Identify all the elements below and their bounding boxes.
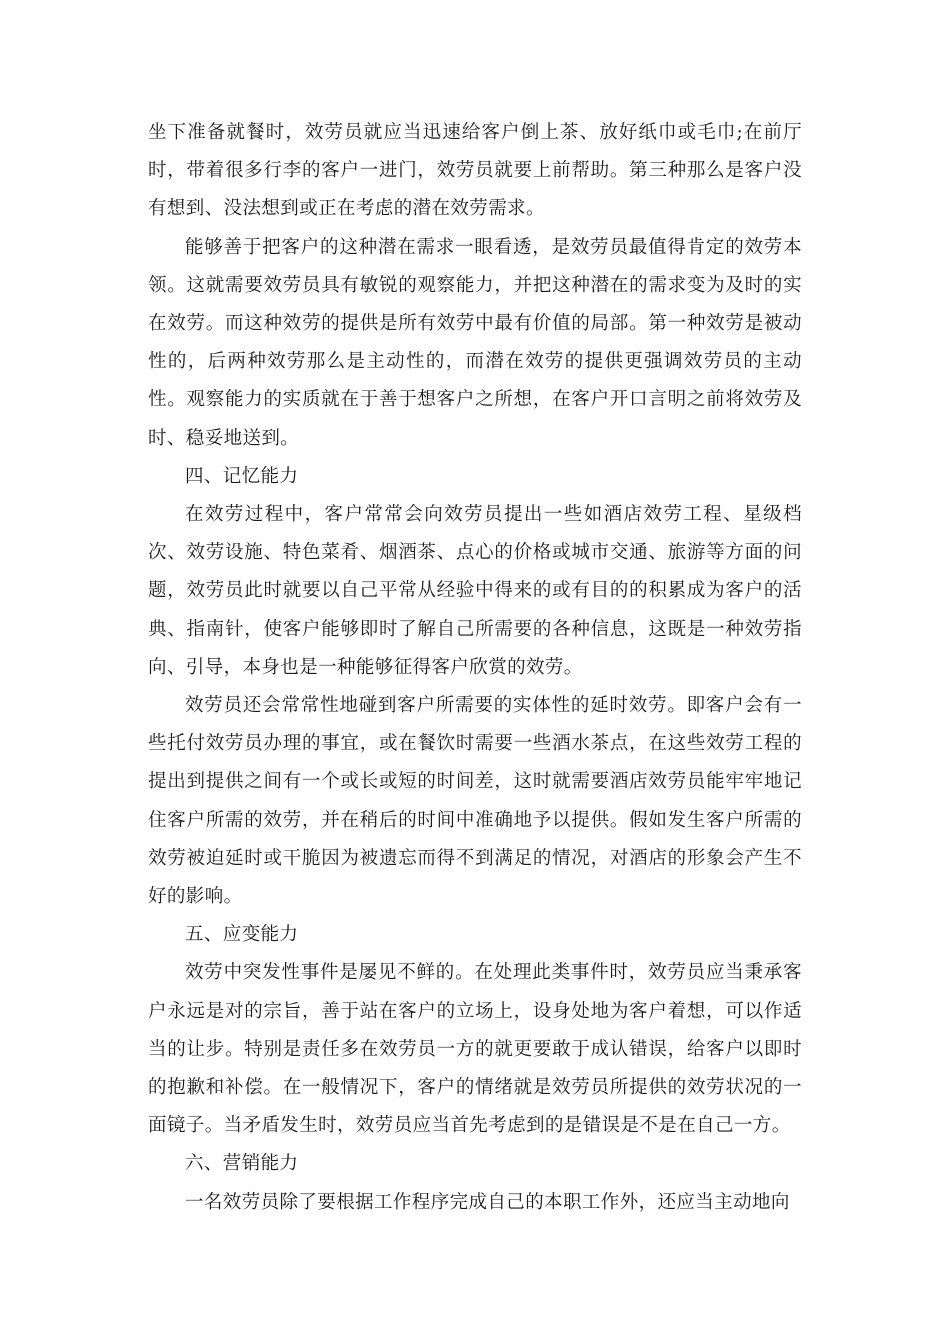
section-heading-memory: 四、记忆能力: [185, 465, 299, 487]
document-body: [148, 114, 802, 1222]
paragraph-adaptability: 效劳中突发性事件是屡见不鲜的。在处理此类事件时，效劳员应当秉承客户永远是对的宗旨，善于站在客户的立场上，设身处地为客户着想，可以作适当的让步。特别是责任多在效劳员一方的就更要敢于成认错误，给客户以即时的抱歉和补偿。在一般情况下，客户的情绪就是效劳员所提供的效劳状况的一面镜子。当矛盾发生时，效劳员应当首先考虑到的是错误是不是在自己一方。: [148, 962, 802, 1137]
paragraph-marketing: 一名效劳员除了要根据工作程序完成自己的本职工作外，还应当主动地向: [185, 1191, 790, 1213]
section-heading-marketing: 六、营销能力: [185, 1153, 299, 1175]
paragraph-continuation: 坐下准备就餐时，效劳员就应当迅速给客户倒上茶、放好纸巾或毛巾;在前厅时，带着很多行李的客户一进门，效劳员就要上前帮助。第三种那么是客户没有想到、没法想到或正在考虑的潜在效劳需求。: [148, 122, 802, 220]
paragraph-observation-ability: 能够善于把客户的这种潜在需求一眼看透，是效劳员最值得肯定的效劳本领。这就需要效劳员具有敏锐的观察能力，并把这种潜在的需求变为及时的实在效劳。而这种效劳的提供是所有效劳中最有价值的局部。第一种效劳是被动性的，后两种效劳那么是主动性的，而潜在效劳的提供更强调效劳员的主动性。观察能力的实质就在于善于想客户之所想，在客户开口言明之前将效劳及时、稳妥地送到。: [148, 236, 802, 449]
section-heading-adaptability: 五、应变能力: [185, 924, 299, 946]
paragraph-memory-delayed-service: 效劳员还会常常性地碰到客户所需要的实体性的延时效劳。即客户会有一些托付效劳员办理的事宜，或在餐饮时需要一些酒水茶点，在这些效劳工程的提出到提供之间有一个或长或短的时间差，这时就需要酒店效劳员能牢牢地记住客户所需的效劳，并在稍后的时间中准确地予以提供。假如发生客户所需的效劳被迫延时或干脆因为被遗忘而得不到满足的情况，对酒店的形象会产生不好的影响。: [148, 695, 802, 908]
paragraph-memory-info: 在效劳过程中，客户常常会向效劳员提出一些如酒店效劳工程、星级档次、效劳设施、特色菜肴、烟酒茶、点心的价格或城市交通、旅游等方面的问题，效劳员此时就要以自己平常从经验中得来的或有目的的积累成为客户的活典、指南针，使客户能够即时了解自己所需要的各种信息，这既是一种效劳指向、引导，本身也是一种能够征得客户欣赏的效劳。: [148, 504, 802, 678]
